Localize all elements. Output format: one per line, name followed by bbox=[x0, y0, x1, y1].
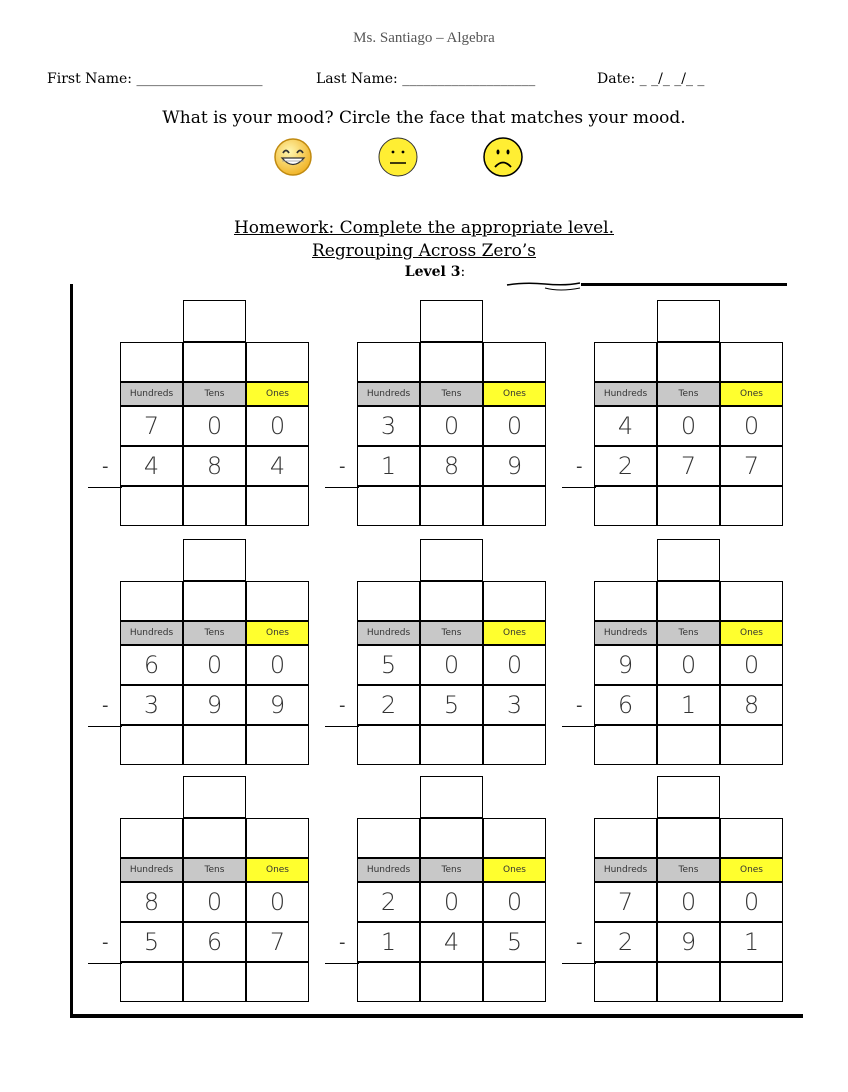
column-header-tens: Tens bbox=[657, 621, 720, 645]
minuend-digit-hundreds: 7 bbox=[594, 882, 657, 922]
answer-box-tens[interactable] bbox=[657, 962, 720, 1002]
answer-box-tens[interactable] bbox=[420, 725, 483, 765]
subtraction-line bbox=[325, 963, 359, 964]
column-header-tens: Tens bbox=[420, 621, 483, 645]
subtraction-problem bbox=[576, 776, 844, 1008]
minuend-digit-ones: 0 bbox=[720, 882, 783, 922]
answer-box-tens[interactable] bbox=[657, 486, 720, 526]
regroup-box-ones[interactable] bbox=[483, 342, 546, 382]
regroup-box-tens[interactable] bbox=[657, 581, 720, 621]
subtrahend-digit-tens: 8 bbox=[183, 446, 246, 486]
frame-left-border bbox=[70, 284, 73, 1018]
minuend-digit-tens: 0 bbox=[657, 406, 720, 446]
carry-box[interactable] bbox=[657, 300, 720, 342]
minuend-digit-tens: 0 bbox=[183, 406, 246, 446]
minus-sign: - bbox=[576, 932, 583, 953]
minus-sign: - bbox=[576, 695, 583, 716]
minuend-digit-ones: 0 bbox=[246, 882, 309, 922]
carry-box[interactable] bbox=[183, 300, 246, 342]
subtraction-line bbox=[325, 726, 359, 727]
minuend-digit-tens: 0 bbox=[657, 882, 720, 922]
answer-box-tens[interactable] bbox=[183, 486, 246, 526]
answer-box-hundreds[interactable] bbox=[357, 725, 420, 765]
mood-question: What is your mood? Circle the face that matches your mood. bbox=[162, 108, 686, 128]
subtrahend-digit-hundreds: 2 bbox=[594, 446, 657, 486]
regroup-box-tens[interactable] bbox=[657, 342, 720, 382]
regroup-box-ones[interactable] bbox=[246, 342, 309, 382]
minus-sign: - bbox=[102, 456, 109, 477]
last-name-field[interactable]: Last Name: ___________________ bbox=[316, 71, 536, 87]
column-header-ones: Ones bbox=[246, 858, 309, 882]
answer-box-ones[interactable] bbox=[720, 486, 783, 526]
column-header-hundreds: Hundreds bbox=[594, 621, 657, 645]
regroup-box-hundreds[interactable] bbox=[120, 581, 183, 621]
subtrahend-digit-ones: 9 bbox=[483, 446, 546, 486]
subtraction-problem bbox=[102, 776, 370, 1008]
subtraction-problem bbox=[339, 300, 607, 532]
homework-subtitle: Regrouping Across Zero’s bbox=[312, 241, 536, 261]
minus-sign: - bbox=[102, 695, 109, 716]
minuend-digit-hundreds: 8 bbox=[120, 882, 183, 922]
regroup-box-tens[interactable] bbox=[420, 581, 483, 621]
minuend-digit-ones: 0 bbox=[483, 645, 546, 685]
regroup-box-hundreds[interactable] bbox=[357, 818, 420, 858]
subtraction-line bbox=[88, 487, 122, 488]
minuend-digit-hundreds: 7 bbox=[120, 406, 183, 446]
subtrahend-digit-tens: 1 bbox=[657, 685, 720, 725]
regroup-box-hundreds[interactable] bbox=[357, 581, 420, 621]
answer-box-hundreds[interactable] bbox=[357, 486, 420, 526]
answer-box-hundreds[interactable] bbox=[120, 725, 183, 765]
minuend-digit-hundreds: 3 bbox=[357, 406, 420, 446]
regroup-box-ones[interactable] bbox=[246, 581, 309, 621]
scribble-mark bbox=[505, 280, 787, 294]
column-header-hundreds: Hundreds bbox=[120, 858, 183, 882]
minus-sign: - bbox=[576, 456, 583, 477]
column-header-tens: Tens bbox=[657, 858, 720, 882]
subtrahend-digit-hundreds: 1 bbox=[357, 446, 420, 486]
regroup-box-tens[interactable] bbox=[420, 342, 483, 382]
subtrahend-digit-ones: 3 bbox=[483, 685, 546, 725]
answer-box-ones[interactable] bbox=[483, 962, 546, 1002]
column-header-ones: Ones bbox=[720, 382, 783, 406]
regroup-box-hundreds[interactable] bbox=[594, 581, 657, 621]
answer-box-hundreds[interactable] bbox=[594, 486, 657, 526]
grinning-face-icon[interactable] bbox=[273, 137, 313, 177]
minuend-digit-hundreds: 6 bbox=[120, 645, 183, 685]
subtrahend-digit-ones: 4 bbox=[246, 446, 309, 486]
subtrahend-digit-hundreds: 2 bbox=[357, 685, 420, 725]
minuend-digit-ones: 0 bbox=[720, 645, 783, 685]
minuend-digit-tens: 0 bbox=[420, 406, 483, 446]
subtrahend-digit-hundreds: 4 bbox=[120, 446, 183, 486]
column-header-tens: Tens bbox=[420, 382, 483, 406]
subtrahend-digit-ones: 9 bbox=[246, 685, 309, 725]
regroup-box-ones[interactable] bbox=[720, 342, 783, 382]
regroup-box-hundreds[interactable] bbox=[594, 818, 657, 858]
minus-sign: - bbox=[102, 932, 109, 953]
level-colon: : bbox=[460, 264, 466, 280]
minuend-digit-ones: 0 bbox=[246, 645, 309, 685]
subtraction-problem bbox=[576, 300, 844, 532]
column-header-hundreds: Hundreds bbox=[594, 382, 657, 406]
regroup-box-tens[interactable] bbox=[420, 818, 483, 858]
level-number: Level 3 bbox=[404, 264, 461, 280]
carry-box[interactable] bbox=[420, 300, 483, 342]
minuend-digit-hundreds: 2 bbox=[357, 882, 420, 922]
carry-box[interactable] bbox=[657, 539, 720, 581]
subtrahend-digit-tens: 5 bbox=[420, 685, 483, 725]
date-field[interactable]: Date: _ _/_ _/_ _ bbox=[597, 71, 705, 87]
subtrahend-digit-hundreds: 5 bbox=[120, 922, 183, 962]
column-header-ones: Ones bbox=[483, 621, 546, 645]
subtrahend-digit-ones: 7 bbox=[720, 446, 783, 486]
answer-box-hundreds[interactable] bbox=[120, 962, 183, 1002]
subtrahend-digit-hundreds: 2 bbox=[594, 922, 657, 962]
column-header-tens: Tens bbox=[183, 382, 246, 406]
answer-box-tens[interactable] bbox=[420, 962, 483, 1002]
first-name-field[interactable]: First Name: __________________ bbox=[47, 71, 263, 87]
regroup-box-hundreds[interactable] bbox=[357, 342, 420, 382]
frowning-face-icon[interactable] bbox=[483, 137, 523, 177]
subtraction-problem bbox=[102, 300, 370, 532]
subtrahend-digit-ones: 8 bbox=[720, 685, 783, 725]
carry-box[interactable] bbox=[420, 776, 483, 818]
regroup-box-ones[interactable] bbox=[483, 581, 546, 621]
neutral-face-icon[interactable] bbox=[378, 137, 418, 177]
column-header-ones: Ones bbox=[246, 621, 309, 645]
answer-box-hundreds[interactable] bbox=[594, 962, 657, 1002]
regroup-box-tens[interactable] bbox=[183, 818, 246, 858]
subtrahend-digit-tens: 7 bbox=[657, 446, 720, 486]
subtraction-line bbox=[325, 487, 359, 488]
subtrahend-digit-ones: 7 bbox=[246, 922, 309, 962]
column-header-hundreds: Hundreds bbox=[120, 621, 183, 645]
minuend-digit-ones: 0 bbox=[483, 882, 546, 922]
subtrahend-digit-tens: 9 bbox=[657, 922, 720, 962]
answer-box-ones[interactable] bbox=[720, 962, 783, 1002]
subtraction-line bbox=[562, 963, 596, 964]
teacher-course-title: Ms. Santiago – Algebra bbox=[353, 30, 495, 46]
frame-bottom-border bbox=[70, 1014, 803, 1018]
subtrahend-digit-hundreds: 1 bbox=[357, 922, 420, 962]
regroup-box-ones[interactable] bbox=[720, 818, 783, 858]
column-header-ones: Ones bbox=[720, 621, 783, 645]
minuend-digit-ones: 0 bbox=[246, 406, 309, 446]
minuend-digit-hundreds: 9 bbox=[594, 645, 657, 685]
minuend-digit-tens: 0 bbox=[657, 645, 720, 685]
subtraction-line bbox=[562, 726, 596, 727]
level-label bbox=[0, 264, 848, 280]
minuend-digit-tens: 0 bbox=[183, 882, 246, 922]
carry-box[interactable] bbox=[183, 776, 246, 818]
regroup-box-hundreds[interactable] bbox=[120, 818, 183, 858]
column-header-ones: Ones bbox=[483, 858, 546, 882]
column-header-hundreds: Hundreds bbox=[594, 858, 657, 882]
answer-box-ones[interactable] bbox=[246, 486, 309, 526]
column-header-tens: Tens bbox=[657, 382, 720, 406]
carry-box[interactable] bbox=[183, 539, 246, 581]
minuend-digit-tens: 0 bbox=[420, 882, 483, 922]
answer-box-ones[interactable] bbox=[720, 725, 783, 765]
column-header-tens: Tens bbox=[420, 858, 483, 882]
column-header-hundreds: Hundreds bbox=[357, 858, 420, 882]
subtrahend-digit-hundreds: 3 bbox=[120, 685, 183, 725]
answer-box-tens[interactable] bbox=[183, 962, 246, 1002]
subtraction-line bbox=[562, 487, 596, 488]
regroup-box-ones[interactable] bbox=[246, 818, 309, 858]
carry-box[interactable] bbox=[420, 539, 483, 581]
answer-box-ones[interactable] bbox=[246, 962, 309, 1002]
minus-sign: - bbox=[339, 695, 346, 716]
answer-box-hundreds[interactable] bbox=[357, 962, 420, 1002]
answer-box-ones[interactable] bbox=[483, 725, 546, 765]
column-header-tens: Tens bbox=[183, 858, 246, 882]
subtraction-line bbox=[88, 963, 122, 964]
column-header-hundreds: Hundreds bbox=[357, 382, 420, 406]
column-header-tens: Tens bbox=[183, 621, 246, 645]
minuend-digit-ones: 0 bbox=[720, 406, 783, 446]
minuend-digit-tens: 0 bbox=[420, 645, 483, 685]
subtraction-problem bbox=[576, 539, 844, 771]
regroup-box-ones[interactable] bbox=[483, 818, 546, 858]
column-header-ones: Ones bbox=[720, 858, 783, 882]
regroup-box-hundreds[interactable] bbox=[594, 342, 657, 382]
regroup-box-tens[interactable] bbox=[183, 342, 246, 382]
carry-box[interactable] bbox=[657, 776, 720, 818]
regroup-box-ones[interactable] bbox=[720, 581, 783, 621]
subtrahend-digit-tens: 4 bbox=[420, 922, 483, 962]
subtraction-problem bbox=[102, 539, 370, 771]
answer-box-tens[interactable] bbox=[420, 486, 483, 526]
column-header-hundreds: Hundreds bbox=[357, 621, 420, 645]
answer-box-ones[interactable] bbox=[246, 725, 309, 765]
regroup-box-hundreds[interactable] bbox=[120, 342, 183, 382]
minuend-digit-ones: 0 bbox=[483, 406, 546, 446]
answer-box-tens[interactable] bbox=[183, 725, 246, 765]
column-header-ones: Ones bbox=[246, 382, 309, 406]
answer-box-hundreds[interactable] bbox=[594, 725, 657, 765]
minuend-digit-hundreds: 4 bbox=[594, 406, 657, 446]
subtrahend-digit-ones: 1 bbox=[720, 922, 783, 962]
subtraction-line bbox=[88, 726, 122, 727]
answer-box-hundreds[interactable] bbox=[120, 486, 183, 526]
minuend-digit-hundreds: 5 bbox=[357, 645, 420, 685]
subtrahend-digit-tens: 6 bbox=[183, 922, 246, 962]
subtrahend-digit-tens: 8 bbox=[420, 446, 483, 486]
column-header-ones: Ones bbox=[483, 382, 546, 406]
regroup-box-tens[interactable] bbox=[183, 581, 246, 621]
subtrahend-digit-tens: 9 bbox=[183, 685, 246, 725]
answer-box-tens[interactable] bbox=[657, 725, 720, 765]
regroup-box-tens[interactable] bbox=[657, 818, 720, 858]
subtraction-problem bbox=[339, 776, 607, 1008]
answer-box-ones[interactable] bbox=[483, 486, 546, 526]
minuend-digit-tens: 0 bbox=[183, 645, 246, 685]
subtraction-problem bbox=[339, 539, 607, 771]
subtrahend-digit-ones: 5 bbox=[483, 922, 546, 962]
minus-sign: - bbox=[339, 932, 346, 953]
subtrahend-digit-hundreds: 6 bbox=[594, 685, 657, 725]
column-header-hundreds: Hundreds bbox=[120, 382, 183, 406]
homework-title: Homework: Complete the appropriate level. bbox=[233, 218, 614, 238]
minus-sign: - bbox=[339, 456, 346, 477]
